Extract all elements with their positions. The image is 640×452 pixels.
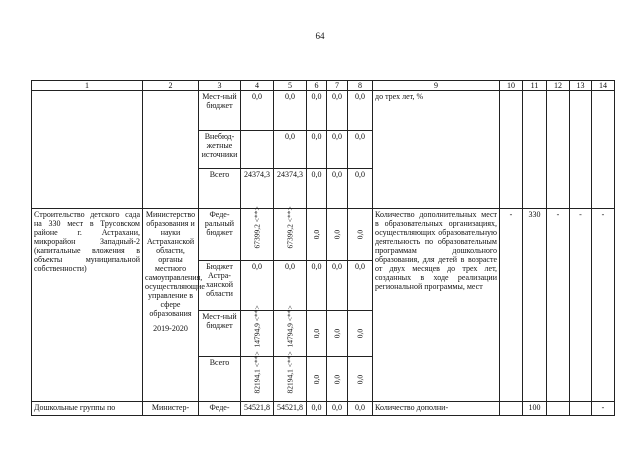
- value-cell: 0,0: [307, 169, 327, 209]
- value-cell: 0,0: [355, 374, 365, 384]
- value-cell: 0,0: [332, 374, 342, 384]
- value-cell: 14794,9 <**>: [252, 305, 262, 348]
- header-cell: 3: [199, 81, 241, 91]
- page-number: 64: [315, 31, 325, 41]
- funding-source: Феде-ральный бюджет: [199, 209, 241, 261]
- value-cell: 0,0: [327, 261, 348, 311]
- header-cell: 12: [547, 81, 570, 91]
- header-cell: 8: [348, 81, 373, 91]
- header-cell: 1: [32, 81, 143, 91]
- value-cell: 0,0: [312, 229, 321, 240]
- project-cell: Строительство детского сада на 330 мест в Трусовском районе г. Астрахани, микрорайон Западный-2 (капитальные вложения в объекты муниципальной собственности): [32, 209, 143, 402]
- indicator-value: -: [592, 209, 615, 402]
- header-cell: 11: [523, 81, 547, 91]
- indicator-cell: Количество дополнительных мест в образовательных организациях, осуществляющих образовательную деятельность по образовательным программам дошкольного образования, для детей в возрасте от двух месяцев до трех лет, созданных в ходе реализации региональной программы, мест: [373, 209, 500, 402]
- program-table: [31, 80, 615, 416]
- value-cell: 0,0: [241, 261, 274, 311]
- value-cell: 0,0: [312, 328, 321, 339]
- funding-source: Феде-: [199, 402, 241, 416]
- value-cell: 0,0: [307, 261, 327, 311]
- funding-source: Бюджет Астра-ханской области: [199, 261, 241, 311]
- value-cell: 82194,1 <**>: [285, 350, 295, 393]
- value-cell: 54521,8: [241, 402, 274, 416]
- header-cell: 4: [241, 81, 274, 91]
- period-text: 2019-2020: [153, 324, 188, 333]
- value-cell: 24374,3: [274, 169, 307, 209]
- project-cell: [32, 91, 143, 209]
- value-cell: 24374,3: [241, 169, 274, 209]
- value-cell: 0,0: [355, 328, 365, 339]
- funding-source: Мест-ный бюджет: [199, 311, 241, 357]
- table-row: [32, 209, 615, 261]
- funding-source: Всего: [199, 169, 241, 209]
- funding-source: Всего: [199, 357, 241, 402]
- indicator-value: -: [570, 209, 592, 402]
- value-cell: 0,0: [307, 91, 327, 131]
- indicator-value: 100: [523, 402, 547, 416]
- indicator-value: 330: [523, 209, 547, 402]
- header-cell: 14: [592, 81, 615, 91]
- funding-source: Внебюд-жетные источники: [199, 131, 241, 169]
- value-cell: 0,0: [312, 374, 321, 384]
- value-cell: 0,0: [332, 229, 342, 240]
- value-cell: [241, 131, 274, 169]
- header-cell: 10: [500, 81, 523, 91]
- value-cell: 0,0: [327, 91, 348, 131]
- value-cell: 82194,1 <**>: [252, 350, 262, 393]
- value-cell: 0,0: [327, 402, 348, 416]
- executor-cell: Министер-: [143, 402, 199, 416]
- indicator-cell: до трех лет, %: [373, 91, 500, 209]
- value-cell: 0,0: [348, 402, 373, 416]
- header-row: [32, 81, 615, 91]
- header-cell: 2: [143, 81, 199, 91]
- header-cell: 9: [373, 81, 500, 91]
- funding-source: Мест-ный бюджет: [199, 91, 241, 131]
- table-row: [32, 402, 615, 416]
- value-cell: 0,0: [355, 229, 365, 240]
- value-cell: 54521,8: [274, 402, 307, 416]
- value-cell: 14794,9 <**>: [285, 305, 295, 348]
- value-cell: 0,0: [274, 261, 307, 311]
- value-cell: 0,0: [274, 91, 307, 131]
- indicator-value: -: [592, 402, 615, 416]
- value-cell: 67399,2 <**>: [285, 206, 295, 249]
- value-cell: 0,0: [241, 91, 274, 131]
- value-cell: 0,0: [307, 131, 327, 169]
- header-cell: 13: [570, 81, 592, 91]
- value-cell: 67399,2 <**>: [252, 206, 262, 249]
- header-cell: 5: [274, 81, 307, 91]
- value-cell: 0,0: [348, 169, 373, 209]
- header-cell: 6: [307, 81, 327, 91]
- value-cell: 0,0: [327, 169, 348, 209]
- value-cell: 0,0: [274, 131, 307, 169]
- indicator-value: -: [547, 209, 570, 402]
- value-cell: 0,0: [327, 131, 348, 169]
- executor-cell: [143, 91, 199, 209]
- value-cell: 0,0: [348, 91, 373, 131]
- indicator-value: -: [500, 209, 523, 402]
- value-cell: 0,0: [348, 131, 373, 169]
- value-cell: 0,0: [348, 261, 373, 311]
- project-cell: Дошкольные группы по: [32, 402, 143, 416]
- executor-cell: [143, 209, 205, 402]
- header-cell: 7: [327, 81, 348, 91]
- indicator-cell: Количество дополни-: [373, 402, 500, 416]
- value-cell: 0,0: [307, 402, 327, 416]
- table-row: [32, 91, 615, 131]
- executor-text: Министерство образования и науки Астраханской области, органы местного самоуправления, осуществляющие управление в сфере образования: [145, 210, 205, 318]
- value-cell: 0,0: [332, 328, 342, 339]
